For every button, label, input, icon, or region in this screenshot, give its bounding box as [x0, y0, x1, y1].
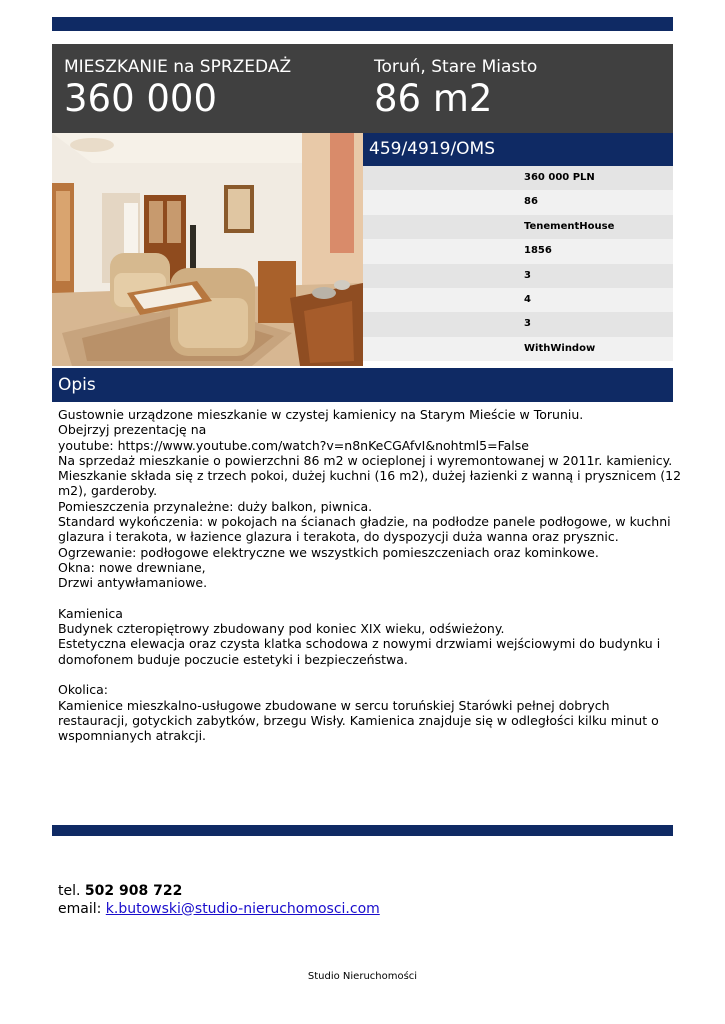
- detail-row-floor: 4: [363, 288, 673, 312]
- description-line: Drzwi antywłamaniowe.: [58, 575, 208, 591]
- apartment-photo: [52, 133, 363, 366]
- description-heading: Opis: [52, 368, 673, 402]
- detail-row-area: 86: [363, 190, 673, 214]
- description-line: Pomieszczenia przynależne: duży balkon, piwnica.: [58, 498, 373, 514]
- listing-type-label: MIESZKANIE na SPRZEDAŻ: [64, 57, 292, 77]
- reference-number: 459/4919/OMS: [363, 133, 673, 166]
- detail-row-rooms: 3: [363, 264, 673, 288]
- phone-label: tel.: [58, 883, 85, 899]
- description-line: Na sprzedaż mieszkanie o powierzchni 86 m2 w ocieplonej i wyremontowanej w 2011r. kamienicy.: [58, 452, 673, 468]
- description-line: domofonem buduje poczucie estetyki i bezpieczeństwa.: [58, 651, 408, 667]
- phone-number: 502 908 722: [84, 883, 183, 899]
- detail-row-price: 360 000 PLN: [363, 166, 673, 190]
- description-line: restauracji, gotyckich zabytków, brzegu Wisły. Kamienica znajduje się w odległości kilku minut o: [58, 712, 659, 728]
- description-line: Ogrzewanie: podłogowe elektryczne we wszystkich pomieszczeniach oraz kominkowe.: [58, 544, 599, 560]
- description-body: [58, 407, 682, 744]
- contact-block: [58, 883, 380, 918]
- listing-area: 86 m2: [374, 77, 493, 120]
- location-block: [374, 56, 537, 120]
- listing-price: 360 000: [64, 77, 218, 120]
- description-line: Kamienica: [58, 605, 123, 621]
- detail-row-value: 3: [363, 312, 673, 336]
- price-block: [64, 56, 291, 120]
- description-line: Okolica:: [58, 682, 108, 698]
- description-line: Obejrzyj prezentację na: [58, 422, 207, 438]
- description-line: Okna: nowe drewniane,: [58, 559, 206, 575]
- description-line: Kamienice mieszkalno-usługowe zbudowane w sercu toruńskiej Starówki pełnej dobrych: [58, 697, 610, 713]
- description-line: Budynek czteropiętrowy zbudowany pod koniec XIX wieku, odświeżony.: [58, 621, 505, 637]
- description-line: Standard wykończenia: w pokojach na ścianach gładzie, na podłodze panele podłogowe, w kuchni: [58, 514, 671, 530]
- listing-location: Toruń, Stare Miasto: [374, 57, 538, 77]
- detail-row-building-type: TenementHouse: [363, 215, 673, 239]
- email-line: [58, 901, 380, 919]
- top-accent-bar: [52, 17, 673, 31]
- footer-company-name: Studio Nieruchomości: [307, 971, 418, 982]
- detail-row-year: 1856: [363, 239, 673, 263]
- description-line: youtube: https://www.youtube.com/watch?v=n8nKeCGAfvI&nohtml5=False: [58, 437, 529, 453]
- detail-row-kitchen: WithWindow: [363, 337, 673, 361]
- description-line: m2), garderoby.: [58, 483, 158, 499]
- phone-line: [58, 883, 380, 901]
- living-room-illustration: [52, 133, 363, 366]
- email-link[interactable]: k.butowski@studio-nieruchomosci.com: [105, 900, 380, 917]
- listing-header: [52, 44, 673, 133]
- description-line: [58, 591, 670, 606]
- description-line: Mieszkanie składa się z trzech pokoi, dużej kuchni (16 m2), dużej łazienki z wanną i prysznicem (12: [58, 468, 682, 484]
- description-line: [58, 667, 670, 682]
- details-list: [363, 166, 673, 361]
- description-line: Estetyczna elewacja oraz czysta klatka schodowa z nowymi drzwiami wejściowymi do budynku i: [58, 636, 661, 652]
- description-line: Gustownie urządzone mieszkanie w czystej kamienicy na Starym Mieście w Toruniu.: [58, 407, 584, 422]
- description-line: glazura i terakota, w łazience glazura i terakota, do dyspozycji duża wanna oraz prysznic.: [58, 529, 619, 545]
- email-label: email:: [58, 900, 106, 917]
- section-divider-bar: [52, 825, 673, 836]
- description-line: wspomnianych atrakcji.: [58, 728, 207, 744]
